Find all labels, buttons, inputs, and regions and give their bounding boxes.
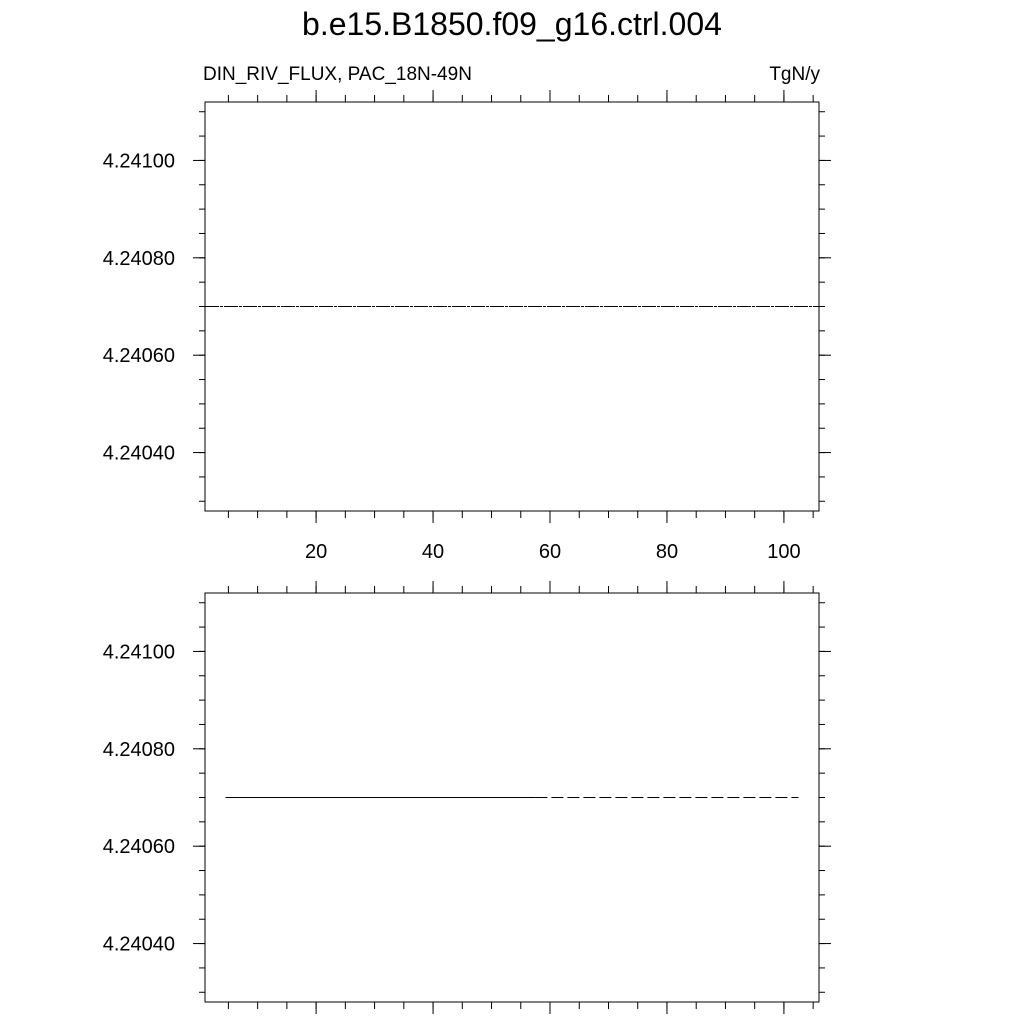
- variable-label: DIN_RIV_FLUX, PAC_18N-49N: [203, 64, 472, 85]
- x-tick-label: 60: [538, 541, 562, 563]
- y-tick-label: 4.24040: [102, 442, 175, 465]
- y-tick-label: 4.24060: [102, 836, 175, 859]
- unit-label: TgN/y: [769, 64, 820, 85]
- y-tick-label: 4.24040: [102, 933, 175, 956]
- x-tick-label: 100: [767, 541, 801, 563]
- y-tick-label: 4.24100: [102, 641, 175, 664]
- x-tick-label: 40: [421, 541, 445, 563]
- y-tick-label: 4.24080: [102, 738, 175, 761]
- top-panel: [103, 90, 831, 563]
- y-tick-label: 4.24060: [102, 345, 175, 368]
- bottom-panel: [103, 581, 831, 1014]
- chart-title: b.e15.B1850.f09_g16.ctrl.004: [302, 6, 722, 42]
- x-tick-label: 80: [655, 541, 679, 563]
- x-tick-label: 20: [304, 541, 328, 563]
- y-tick-label: 4.24100: [102, 150, 175, 173]
- y-tick-label: 4.24080: [102, 247, 175, 270]
